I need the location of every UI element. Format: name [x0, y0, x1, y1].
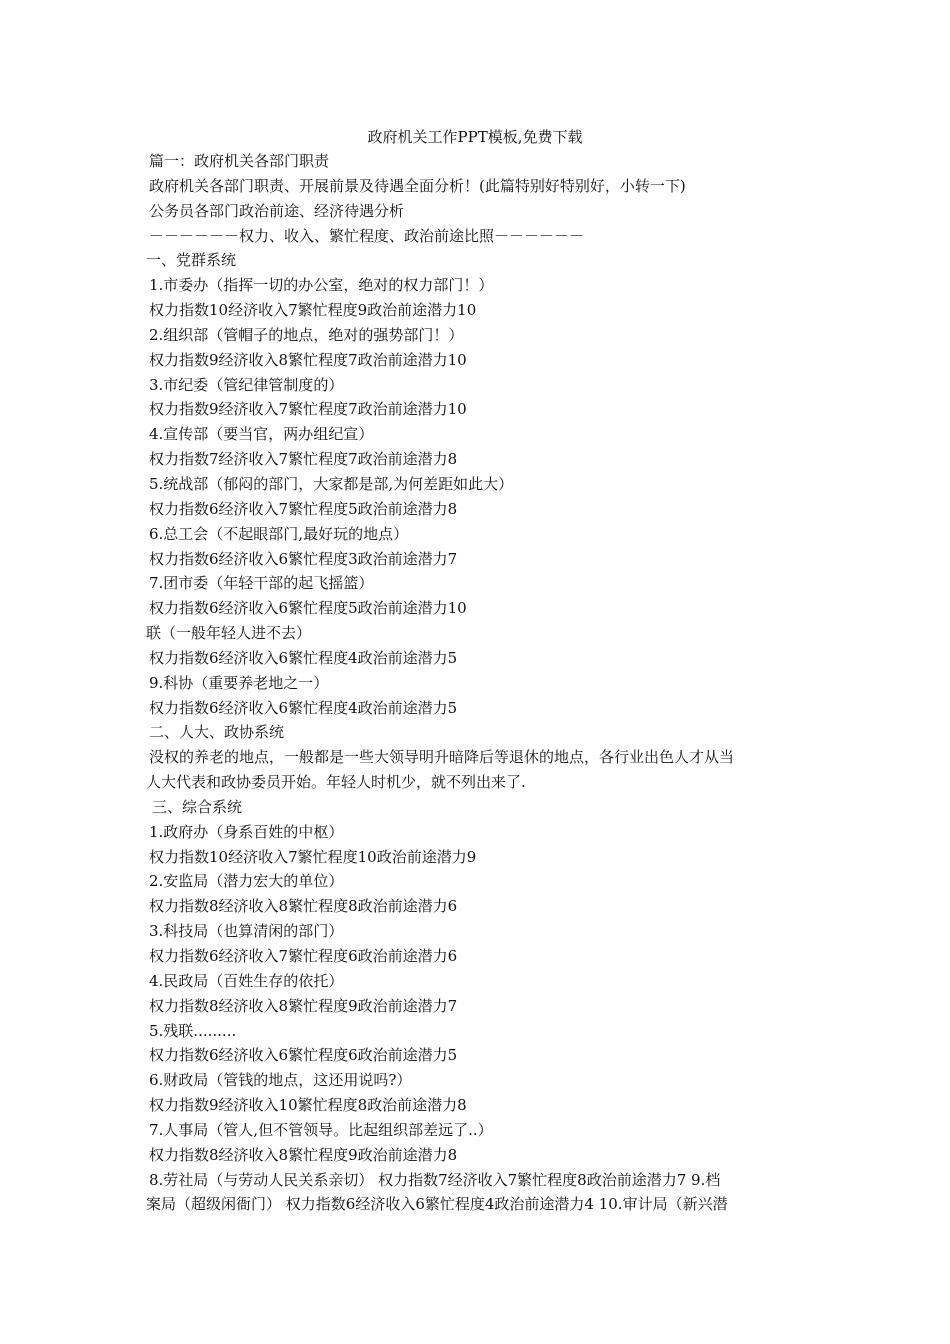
text-line: 案局（超级闲衙门） 权力指数6经济收入6繁忙程度4政治前途潜力4 10.审计局（新兴潜: [146, 1195, 728, 1214]
text-line: 权力指数6经济收入6繁忙程度4政治前途潜力5: [149, 648, 458, 667]
document-title: 政府机关工作PPT模板,免费下载: [367, 128, 583, 146]
text-line: 权力指数7经济收入7繁忙程度7政治前途潜力8: [149, 450, 458, 469]
text-line: 7.人事局（管人,但不管领导。比起组织部差远了..）: [149, 1120, 493, 1139]
text-line: 4.宣传部（要当官，两办组纪宣）: [149, 425, 374, 444]
text-line: 权力指数8经济收入8繁忙程度9政治前途潜力7: [149, 996, 458, 1015]
text-line: 权力指数6经济收入6繁忙程度4政治前途潜力5: [149, 698, 458, 717]
text-line: 权力指数9经济收入8繁忙程度7政治前途潜力10: [149, 350, 467, 369]
text-line: 权力指数6经济收入6繁忙程度6政治前途潜力5: [149, 1046, 458, 1065]
text-line: 6.总工会（不起眼部门,最好玩的地点）: [149, 524, 409, 543]
text-line: 权力指数6经济收入6繁忙程度3政治前途潜力7: [149, 549, 458, 568]
text-line: －－－－－－权力、收入、繁忙程度、政治前途比照－－－－－－: [149, 226, 585, 245]
text-line: 权力指数6经济收入6繁忙程度5政治前途潜力10: [149, 599, 467, 618]
text-line: 联（一般年轻人进不去）: [146, 624, 312, 643]
text-line: 2.组织部（管帽子的地点，绝对的强势部门！）: [149, 325, 464, 344]
text-line: 6.财政局（管钱的地点，这还用说吗?）: [149, 1071, 412, 1090]
text-line: 没权的养老的地点，一般都是一些大领导明升暗降后等退休的地点，各行业出色人才从当: [149, 748, 735, 767]
text-line: 二、人大、政协系统: [149, 723, 285, 742]
text-line: 三、综合系统: [152, 797, 243, 816]
text-line: 篇一：政府机关各部门职责: [149, 152, 330, 170]
text-line: 7.团市委（年轻干部的起飞摇篮）: [149, 574, 374, 593]
text-line: 2.安监局（潜力宏大的单位）: [149, 872, 344, 891]
text-line: 1.政府办（身系百姓的中枢）: [149, 822, 344, 841]
text-line: 5.残联.........: [149, 1021, 237, 1040]
text-line: 9.科协（重要养老地之一）: [149, 673, 329, 692]
text-line: 权力指数9经济收入7繁忙程度7政治前途潜力10: [149, 400, 467, 419]
text-line: 权力指数10经济收入7繁忙程度10政治前途潜力9: [149, 847, 477, 866]
text-line: 3.科技局（也算清闲的部门）: [149, 922, 344, 941]
text-line: 公务员各部门政治前途、经济待遇分析: [149, 201, 405, 220]
text-line: 8.劳社局（与劳动人民关系亲切） 权力指数7经济收入7繁忙程度8政治前途潜力7 9.档: [149, 1170, 721, 1189]
text-line: 权力指数9经济收入10繁忙程度8政治前途潜力8: [149, 1096, 467, 1115]
text-line: 4.民政局（百姓生存的依托）: [149, 971, 344, 990]
text-line: 权力指数8经济收入8繁忙程度8政治前途潜力6: [149, 897, 458, 916]
text-line: 人大代表和政协委员开始。年轻人时机少，就不列出来了.: [146, 773, 526, 792]
text-line: 权力指数6经济收入7繁忙程度5政治前途潜力8: [149, 499, 458, 518]
text-line: 权力指数8经济收入8繁忙程度9政治前途潜力8: [149, 1145, 458, 1164]
text-line: 一、党群系统: [146, 251, 237, 270]
text-line: 政府机关各部门职责、开展前景及待遇全面分析！(此篇特别好特别好，小转一下): [149, 176, 686, 195]
text-line: 5.统战部（郁闷的部门，大家都是部,为何差距如此大）: [149, 474, 514, 493]
document-body: [146, 149, 816, 1217]
text-line: 3.市纪委（管纪律管制度的）: [149, 375, 344, 394]
text-line: 1.市委办（指挥一切的办公室，绝对的权力部门！）: [149, 276, 494, 295]
text-line: 权力指数10经济收入7繁忙程度9政治前途潜力10: [149, 301, 477, 320]
text-line: 权力指数6经济收入7繁忙程度6政治前途潜力6: [149, 947, 458, 965]
